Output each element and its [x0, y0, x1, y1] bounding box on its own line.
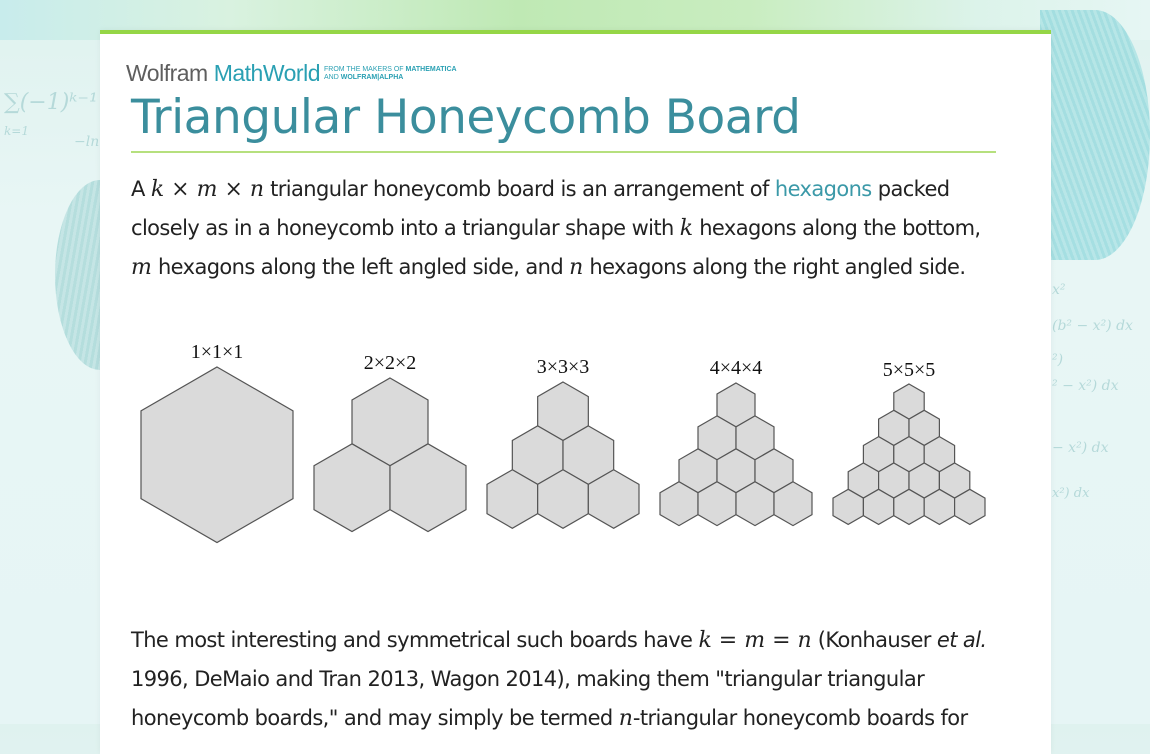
board-label: 1×1×1: [190, 341, 244, 363]
math-m: m: [131, 255, 152, 280]
background-math-sum: ∑(−1)ᵏ⁻¹: [4, 90, 98, 115]
logo-tagline: FROM THE MAKERS OF MATHEMATICA AND WOLFRAM|ALPHA: [323, 65, 457, 81]
board-2: [314, 352, 466, 532]
hexagon-cell: [141, 367, 293, 543]
background-math-right-3: ²): [1052, 352, 1064, 368]
logo-mathworld-text: MathWorld: [213, 60, 320, 86]
intro-paragraph: A k × m × n triangular honeycomb board is an arrangement of hexagons packed closely as in a honeycomb into a triangular shape with k hexagons along the bottom, m hexagons along the left angled side, and n hexagons along the right angled side.: [131, 177, 981, 280]
background-math-right-6: x²) dx: [1052, 486, 1090, 501]
board-label: 2×2×2: [363, 352, 417, 374]
background-math-index: k=1: [4, 124, 29, 138]
background-math-right-1: x²: [1052, 282, 1066, 298]
board-5: [833, 359, 985, 524]
board-1: [141, 341, 293, 543]
board-label: 4×4×4: [709, 357, 763, 379]
board-3: [487, 356, 639, 528]
math-kmn: k × m × n: [150, 177, 265, 202]
math-n: n: [569, 255, 584, 280]
board-label: 5×5×5: [882, 359, 936, 381]
math-k: k: [679, 216, 694, 241]
background-math-right-2: (b² − x²) dx: [1052, 318, 1133, 334]
hexagons-link[interactable]: hexagons: [774, 177, 872, 201]
symmetric-boards-paragraph: The most interesting and symmetrical such boards have k = m = n (Konhauser et al. 1996, DeMaio and Tran 2013, Wagon 2014), making them "triangular triangular honeycomb boards," and may simply be termed n-triangular honeycomb boards for: [131, 628, 987, 731]
math-k-eq-m-eq-n: k = m = n: [698, 628, 812, 653]
math-n-2: n: [618, 706, 633, 731]
board-label: 3×3×3: [536, 356, 590, 378]
logo-wolfram-text: Wolfram: [126, 60, 208, 86]
page-title: Triangular Honeycomb Board: [131, 90, 801, 145]
background-math-right-5: − x²) dx: [1052, 440, 1109, 456]
background-math-right-4: ² − x²) dx: [1052, 378, 1119, 394]
background-math-ln: −ln: [74, 134, 100, 150]
board-4: [660, 357, 812, 526]
